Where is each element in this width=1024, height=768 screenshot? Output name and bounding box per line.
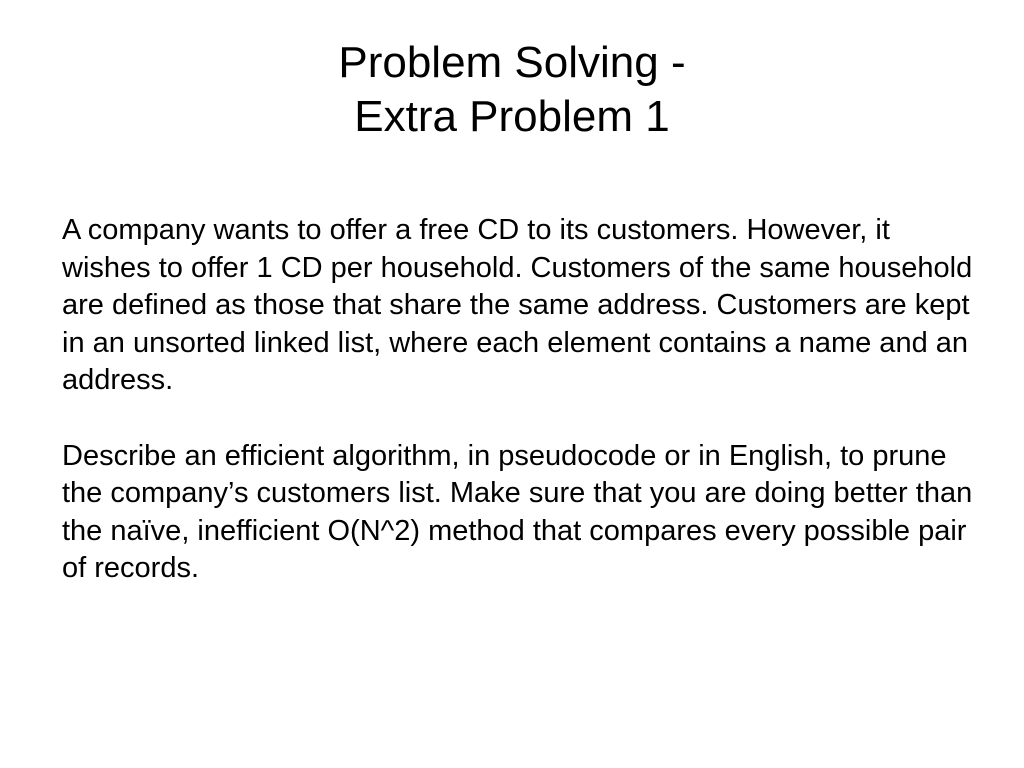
problem-statement-paragraph: A company wants to offer a free CD to its customers. However, it wishes to offer 1 CD per household. Customers of the same household are defined as those that share the same address. Customers are kept in an unsorted linked list, where each element contains a name and an address.: [62, 214, 973, 396]
slide-title: [0, 36, 1024, 144]
title-line-1: Problem Solving -: [338, 38, 686, 87]
task-description-paragraph: Describe an efficient algorithm, in pseudocode or in English, to prune the company’s customers list. Make sure that you are doing better than the naïve, inefficient O(N^2) method that compares every possible pair of records.: [62, 439, 973, 584]
title-line-2: Extra Problem 1: [354, 92, 670, 141]
slide-body: [62, 212, 982, 588]
